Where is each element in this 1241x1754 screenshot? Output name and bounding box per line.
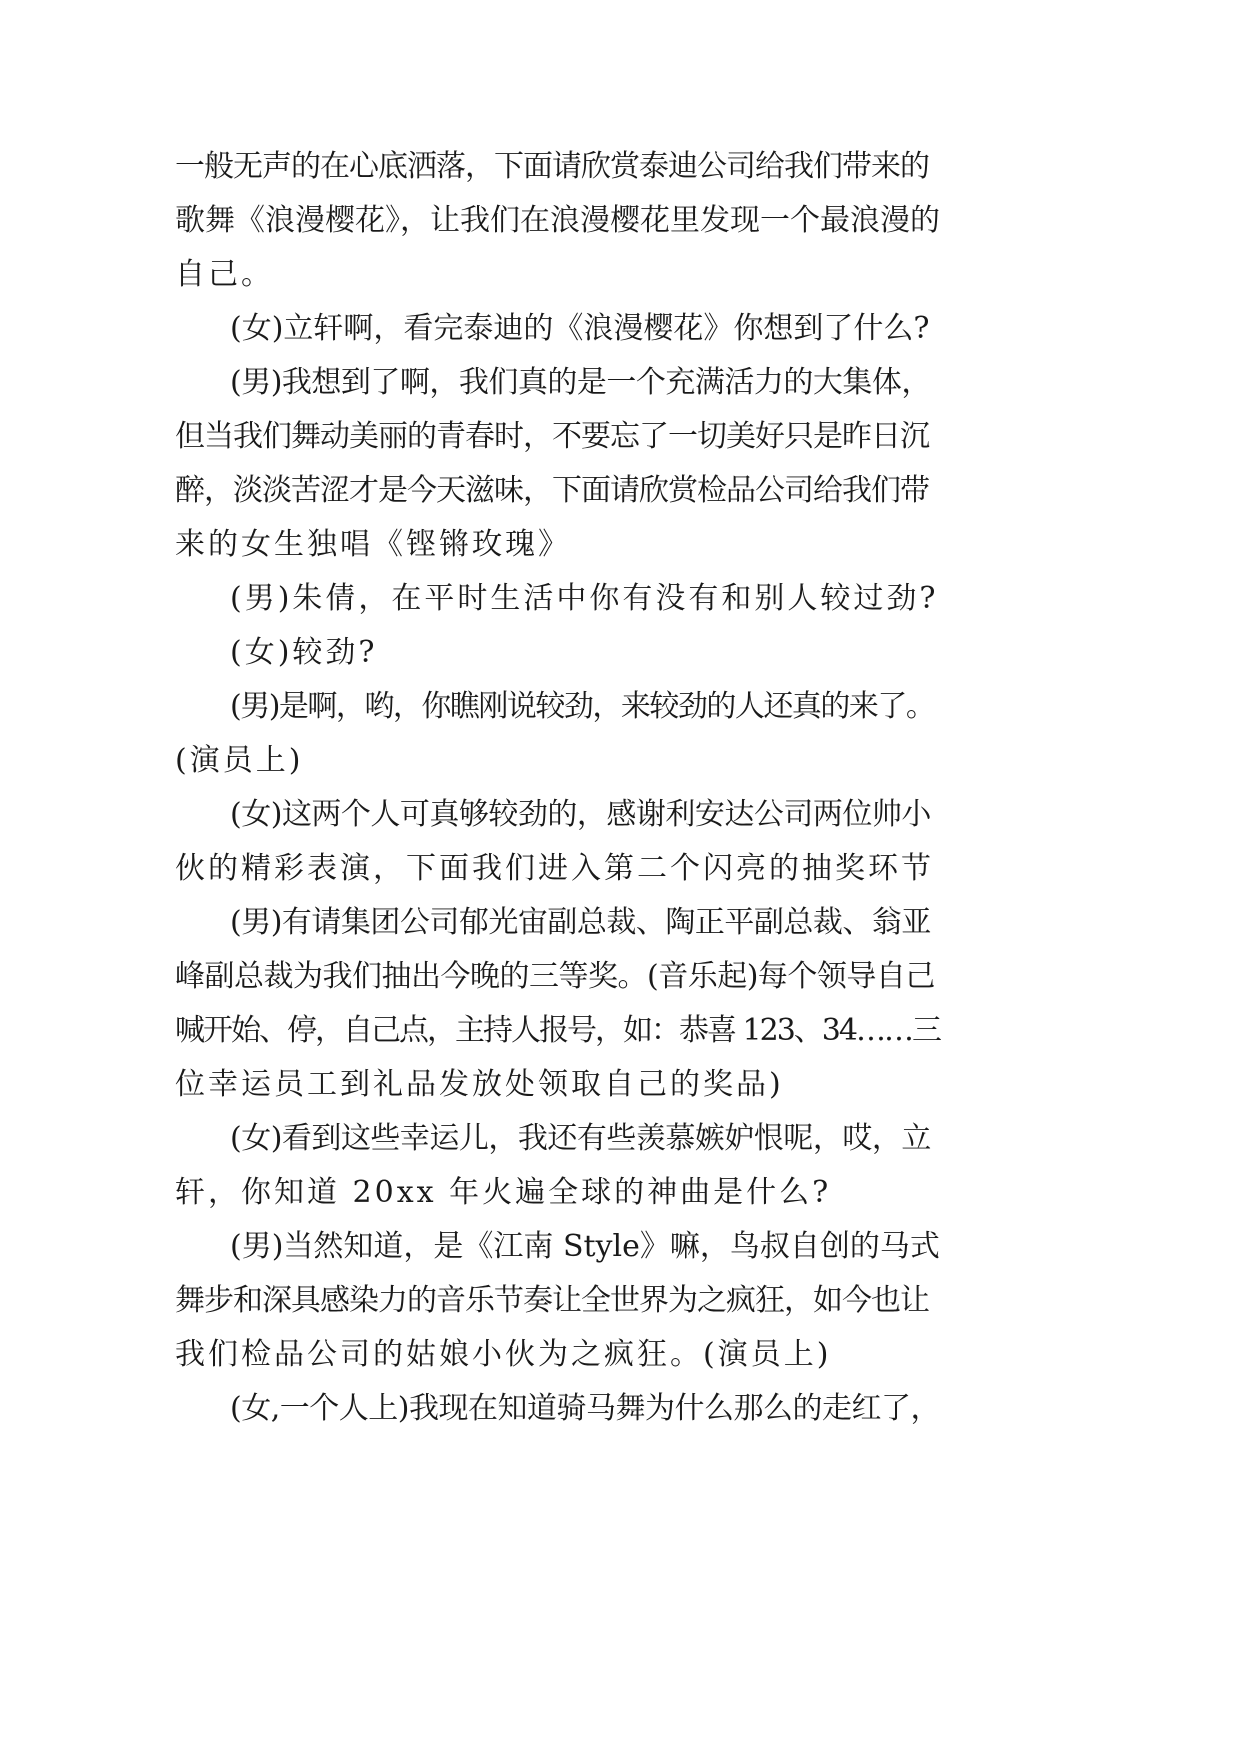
text-line: 来的女生独唱《铿锵玫瑰》	[175, 527, 571, 562]
text-line: (男)朱倩，在平时生活中你有没有和别人较过劲?	[230, 581, 939, 616]
text-line: 峰副总裁为我们抽出今晚的三等奖。(音乐起)每个领导自己	[175, 959, 935, 994]
text-line: (男)有请集团公司郁光宙副总裁、陶正平副总裁、翁亚	[230, 905, 931, 940]
text-line: (演员上)	[175, 743, 304, 778]
text-line: (女,一个人上)我现在知道骑马舞为什么那么的走红了，	[230, 1391, 940, 1426]
text-line: 一般无声的在心底洒落，下面请欣赏泰迪公司给我们带来的	[175, 149, 929, 184]
text-line: 自己。	[175, 257, 274, 292]
text-line: (女)较劲?	[230, 635, 378, 670]
text-line: 伙的精彩表演，下面我们进入第二个闪亮的抽奖环节	[175, 851, 934, 886]
text-line: 喊开始、停，自己点，主持人报号，如：恭喜 123、34……三	[175, 1013, 940, 1048]
text-line: 醉，淡淡苦涩才是今天滋味，下面请欣赏检品公司给我们带	[175, 473, 929, 508]
text-line: (女)看到这些幸运儿，我还有些羡慕嫉妒恨呢，哎，立	[230, 1121, 931, 1156]
text-line: (男)是啊，哟，你瞧刚说较劲，来较劲的人还真的来了。	[230, 689, 935, 724]
text-line: 我们检品公司的姑娘小伙为之疯狂。(演员上)	[175, 1337, 832, 1372]
text-line: (女)立轩啊，看完泰迪的《浪漫樱花》你想到了什么?	[230, 311, 930, 346]
text-line: (男)当然知道，是《江南 Style》嘛，鸟叔自创的马式	[230, 1229, 940, 1264]
text-line: 位幸运员工到礼品发放处领取自己的奖品)	[175, 1067, 784, 1102]
text-line: 轩，你知道 20xx 年火遍全球的神曲是什么?	[175, 1175, 832, 1210]
text-line: (男)我想到了啊，我们真的是一个充满活力的大集体，	[230, 365, 931, 400]
text-line: 歌舞《浪漫樱花》，让我们在浪漫樱花里发现一个最浪漫的	[175, 203, 940, 238]
text-line: 舞步和深具感染力的音乐节奏让全世界为之疯狂，如今也让	[175, 1283, 929, 1318]
text-line: 但当我们舞动美丽的青春时，不要忘了一切美好只是昨日沉	[175, 419, 929, 454]
text-line: (女)这两个人可真够较劲的，感谢利安达公司两位帅小	[230, 797, 931, 832]
